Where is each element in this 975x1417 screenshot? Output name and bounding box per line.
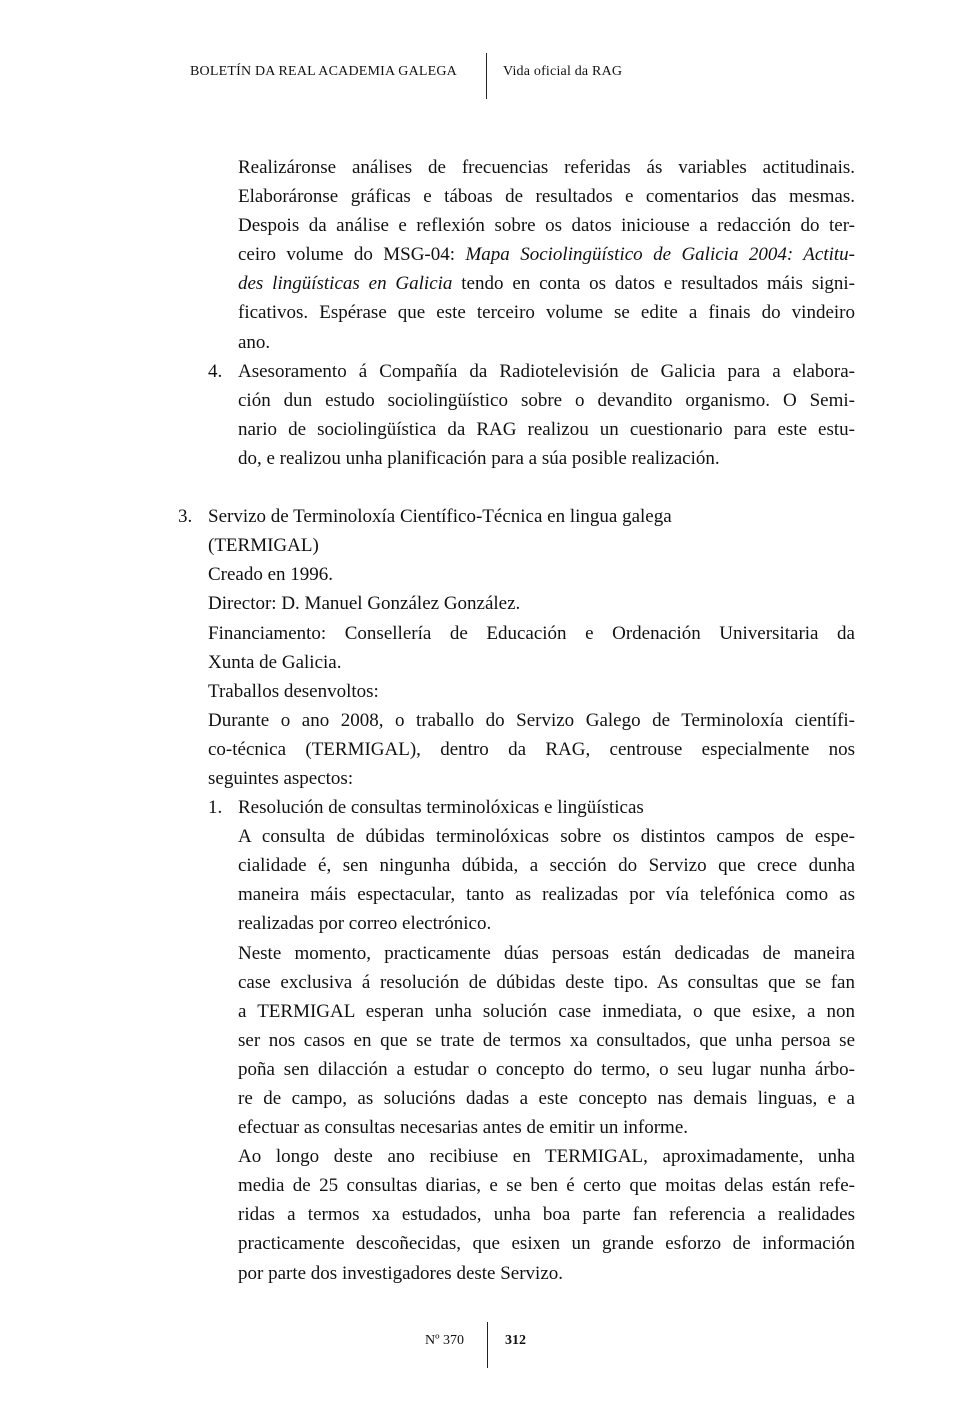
text-segment: realizadas por correo electrónico.: [238, 913, 492, 935]
text-line: [0, 473, 975, 502]
text-segment: poña sen dilacción a estudar o concepto do termo, o seu lugar nunha árbo-: [238, 1058, 855, 1080]
italic-title: des lingüísticas en Galicia: [238, 273, 453, 295]
text-segment: Elaboráronse gráficas e táboas de resultados e comentarios das mesmas.: [238, 186, 855, 208]
text-segment: cialidade é, sen ningunha dúbida, a sección do Servizo que crece dunha: [238, 855, 855, 877]
text-line: [0, 1142, 975, 1171]
running-header-journal: BOLETÍN DA REAL ACADEMIA GALEGA: [190, 64, 457, 79]
line-text: [208, 648, 855, 677]
text-segment: a TERMIGAL esperan unha solución case inmediata, o que esixe, a non: [238, 1000, 855, 1022]
line-text: [238, 298, 855, 327]
text-line: [0, 211, 975, 240]
text-segment: Neste momento, practicamente dúas persoas están dedicadas de maneira: [238, 942, 855, 964]
text-line: [0, 269, 975, 298]
issue-number: Nº 370: [425, 1333, 464, 1348]
text-line: [0, 1259, 975, 1288]
text-segment: re de campo, as solucións dadas a este concepto nas demais linguas, e a: [238, 1088, 855, 1109]
list-number: 1.: [208, 797, 223, 819]
line-text: [238, 1200, 855, 1229]
header-divider: [486, 53, 487, 99]
line-text: [238, 357, 855, 386]
text-segment: ción dun estudo sociolingüístico sobre o devandito organismo. O Semi-: [238, 389, 855, 411]
line-text: [208, 531, 855, 560]
line-text: [238, 997, 855, 1026]
text-segment: tendo en conta os datos e resultados máis signi-: [452, 273, 855, 295]
text-segment: (TERMIGAL): [208, 535, 319, 557]
text-line: [0, 648, 975, 677]
text-line: [0, 298, 975, 327]
line-text: [208, 589, 855, 618]
line-text: [238, 1026, 855, 1055]
text-line: [0, 415, 975, 444]
line-text: [238, 240, 855, 269]
text-segment: ridas a termos xa estudados, unha boa parte fan referencia a realidades: [238, 1204, 855, 1226]
line-text: [238, 269, 855, 298]
text-segment: A consulta de dúbidas terminolóxicas sobre os distintos campos de espe-: [238, 826, 855, 848]
text-line: [0, 357, 975, 386]
line-text: [208, 502, 855, 531]
text-line: [0, 880, 975, 909]
footer-divider: [487, 1322, 488, 1368]
text-segment: Financiamento: Consellería de Educación e Ordenación Universitaria da: [208, 622, 855, 644]
text-segment: ano.: [238, 331, 271, 353]
text-segment: Realizáronse análises de frecuencias referidas ás variables actitudinais.: [238, 157, 855, 178]
line-text: [238, 211, 855, 240]
line-text: [208, 706, 855, 735]
text-line: [0, 1113, 975, 1142]
text-segment: ficativos. Espérase que este terceiro volume se edite a finais do vindeiro: [238, 302, 855, 324]
line-text: [238, 939, 855, 968]
text-segment: Xunta de Galicia.: [208, 651, 342, 673]
line-text: [238, 822, 855, 851]
text-line: [0, 386, 975, 415]
line-text: [238, 153, 855, 182]
text-segment: Resolución de consultas terminolóxicas e lingüísticas: [238, 797, 644, 819]
line-text: [208, 764, 855, 793]
text-line: [0, 851, 975, 880]
line-text: [238, 386, 855, 415]
page-number: 312: [505, 1333, 526, 1348]
text-segment: Ao longo deste ano recibiuse en TERMIGAL, aproximadamente, unha: [238, 1146, 855, 1168]
text-line: [0, 793, 975, 822]
text-segment: Director: D. Manuel González González.: [208, 593, 521, 615]
list-number: 4.: [208, 360, 223, 382]
line-text: [238, 1259, 855, 1288]
line-text: [238, 909, 855, 938]
text-line: [0, 735, 975, 764]
line-text: [238, 793, 855, 822]
line-text: [238, 1229, 855, 1258]
line-text: [238, 968, 855, 997]
text-line: [0, 589, 975, 618]
text-segment: por parte dos investigadores deste Servizo.: [238, 1262, 564, 1284]
text-segment: media de 25 consultas diarias, e se ben é certo que moitas delas están refe-: [238, 1175, 855, 1197]
line-text: [238, 851, 855, 880]
line-text: [208, 619, 855, 648]
document-body: [0, 153, 975, 1288]
line-text: [238, 444, 855, 473]
text-segment: Despois da análise e reflexión sobre os datos iniciouse a redacción do ter-: [238, 215, 855, 237]
text-line: [0, 997, 975, 1026]
italic-title: Mapa Sociolingüístico de Galicia 2004: Actitu-: [465, 244, 855, 266]
line-text: [208, 560, 855, 589]
text-line: [0, 240, 975, 269]
text-segment: Durante o ano 2008, o traballo do Servizo Galego de Terminoloxía científi-: [208, 709, 855, 731]
text-line: [0, 1055, 975, 1084]
text-line: [0, 502, 975, 531]
running-header-section: Vida oficial da RAG: [503, 64, 623, 79]
line-text: [238, 1142, 855, 1171]
text-line: [0, 444, 975, 473]
text-segment: Servizo de Terminoloxía Científico-Técnica en lingua galega: [208, 506, 672, 528]
text-segment: nario de sociolingüística da RAG realizou un cuestionario para este estu-: [238, 418, 855, 440]
text-segment: Asesoramento á Compañía da Radiotelevisión de Galicia para a elabora-: [238, 360, 855, 382]
text-segment: do, e realizou unha planificación para a súa posible realización.: [238, 447, 720, 469]
text-segment: maneira máis espectacular, tanto as realizadas por vía telefónica como as: [238, 884, 855, 906]
text-segment: practicamente descoñecidas, que esixen un grande esforzo de información: [238, 1233, 855, 1255]
text-line: [0, 706, 975, 735]
line-text: [238, 415, 855, 444]
text-line: [0, 153, 975, 182]
text-segment: ser nos casos en que se trate de termos xa consultados, que unha persoa se: [238, 1029, 855, 1051]
text-line: [0, 822, 975, 851]
line-text: [238, 1171, 855, 1200]
text-line: [0, 1026, 975, 1055]
text-line: [0, 1200, 975, 1229]
line-text: [208, 735, 855, 764]
line-text: [238, 328, 855, 357]
text-line: [0, 677, 975, 706]
line-text: [238, 1113, 855, 1142]
text-segment: Traballos desenvoltos:: [208, 680, 379, 702]
text-line: [0, 328, 975, 357]
text-line: [0, 968, 975, 997]
text-line: [0, 1229, 975, 1258]
line-text: [238, 880, 855, 909]
text-segment: co-técnica (TERMIGAL), dentro da RAG, centrouse especialmente nos: [208, 738, 855, 760]
text-line: [0, 1171, 975, 1200]
text-line: [0, 1084, 975, 1113]
text-line: [0, 560, 975, 589]
text-line: [0, 909, 975, 938]
list-number: 3.: [178, 506, 193, 528]
line-text: [238, 182, 855, 211]
text-line: [0, 939, 975, 968]
line-text: [208, 677, 855, 706]
text-line: [0, 182, 975, 211]
text-line: [0, 619, 975, 648]
text-line: [0, 531, 975, 560]
line-text: [238, 1055, 855, 1084]
line-text: [238, 1084, 855, 1113]
text-segment: ceiro volume do MSG-04:: [238, 244, 466, 266]
text-segment: Creado en 1996.: [208, 564, 334, 586]
text-segment: case exclusiva á resolución de dúbidas deste tipo. As consultas que se fan: [238, 971, 855, 993]
text-segment: efectuar as consultas necesarias antes de emitir un informe.: [238, 1117, 689, 1139]
text-segment: seguintes aspectos:: [208, 767, 354, 789]
text-line: [0, 764, 975, 793]
